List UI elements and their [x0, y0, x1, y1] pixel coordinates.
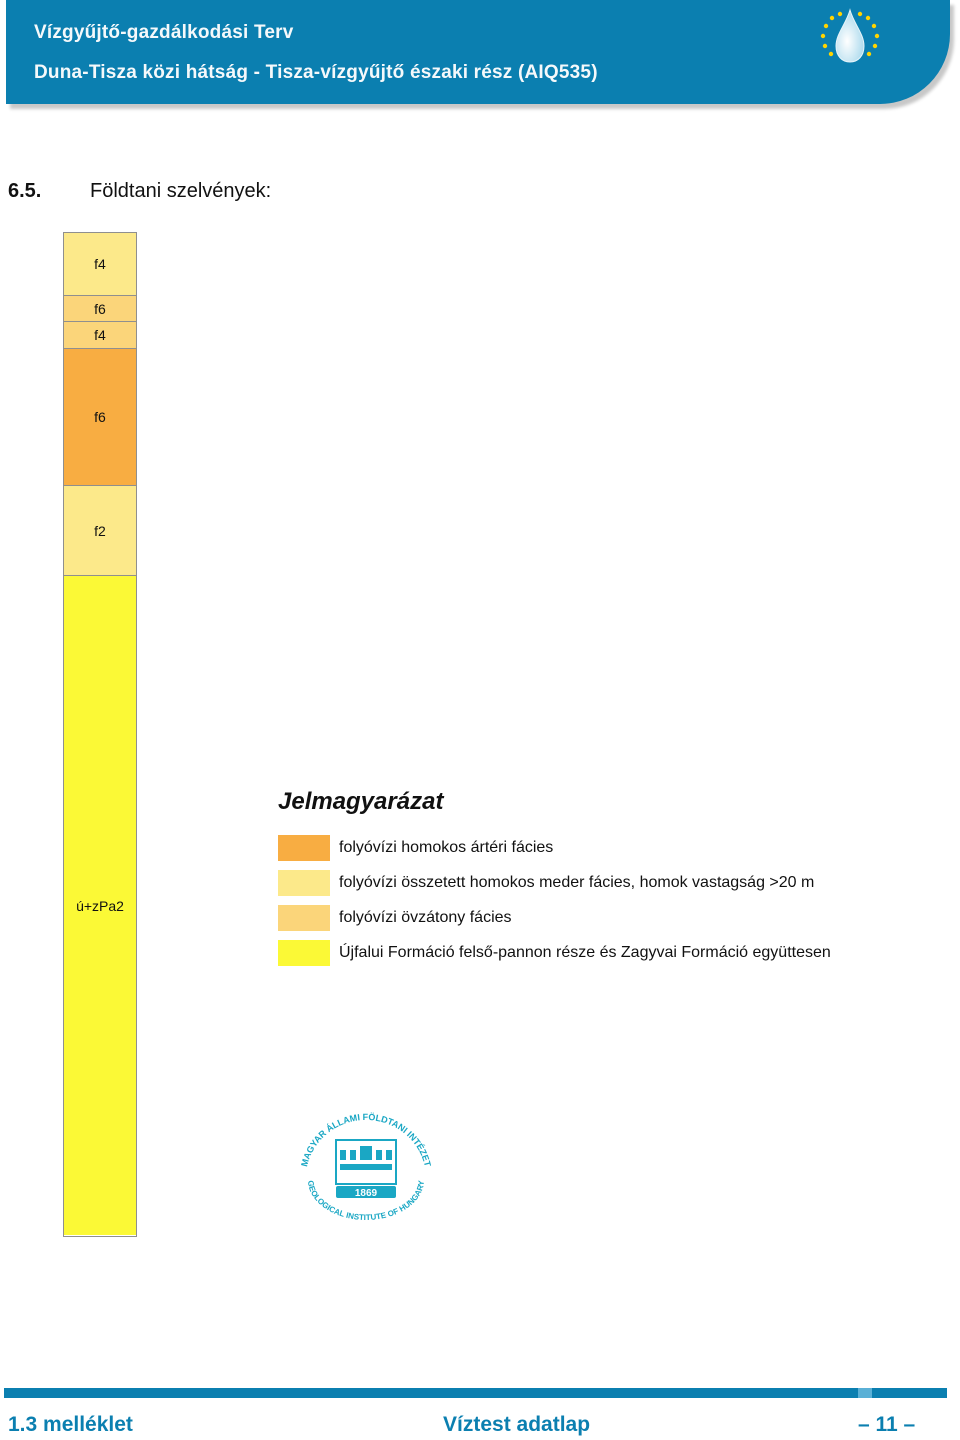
legend-title: Jelmagyarázat [278, 788, 444, 815]
profile-layer [64, 576, 136, 1235]
page-header [6, 0, 950, 104]
section-title: Földtani szelvények: [90, 180, 272, 202]
legend-label: folyóvízi homokos ártéri fácies [339, 839, 554, 856]
legend-label: folyóvízi összetett homokos meder fácies, homok vastagság >20 m [339, 874, 815, 891]
layer-label: f4 [94, 256, 106, 272]
legend-swatch [278, 940, 330, 966]
layer-label: f2 [94, 522, 106, 539]
legend-label: Újfalui Formáció felső-pannon része és Zagyvai Formáció együttesen [339, 944, 831, 961]
legend-label: folyóvízi övzátony fácies [339, 909, 512, 926]
header-title: Vízgyűjtő-gazdálkodási Terv [34, 22, 294, 43]
layer-label: f6 [94, 300, 106, 317]
legend-item [278, 940, 831, 966]
legend-swatch [278, 870, 330, 896]
section-number: 6.5. [8, 180, 42, 202]
layer-label: ú+zPa2 [76, 897, 124, 914]
geologic-profile-column [63, 232, 137, 1237]
footer-rule [4, 1388, 947, 1398]
svg-text:MAGYAR ÁLLAMI FÖLDTANI INTÉZET: MAGYAR ÁLLAMI FÖLDTANI INTÉZET [299, 1111, 433, 1168]
footer-rule-accent [858, 1388, 872, 1398]
profile-layer [64, 349, 136, 486]
legend-swatch [278, 905, 330, 931]
legend-item [278, 835, 553, 861]
legend-item [278, 905, 512, 931]
water-drop-eu-stars-icon [812, 6, 888, 70]
header-subtitle: Duna-Tisza közi hátság - Tisza-vízgyűjtő északi rész (AIQ535) [34, 62, 598, 83]
profile-layer [64, 486, 136, 576]
profile-layer [64, 296, 136, 322]
profile-layer [64, 233, 136, 296]
svg-text:GEOLOGICAL INSTITUTE OF HUNGAR: GEOLOGICAL INSTITUTE OF HUNGARY [305, 1179, 427, 1220]
footer-annex-label: 1.3 melléklet [8, 1413, 133, 1436]
page-number: – 11 – [858, 1413, 916, 1436]
geological-institute-seal [296, 1110, 436, 1220]
legend-swatch [278, 835, 330, 861]
footer-document-title: Víztest adatlap [443, 1413, 591, 1436]
profile-layer [64, 322, 136, 349]
svg-text:1869: 1869 [354, 1188, 378, 1199]
layer-label: f4 [94, 327, 106, 343]
layer-label: f6 [94, 409, 106, 425]
legend-item [278, 870, 814, 896]
